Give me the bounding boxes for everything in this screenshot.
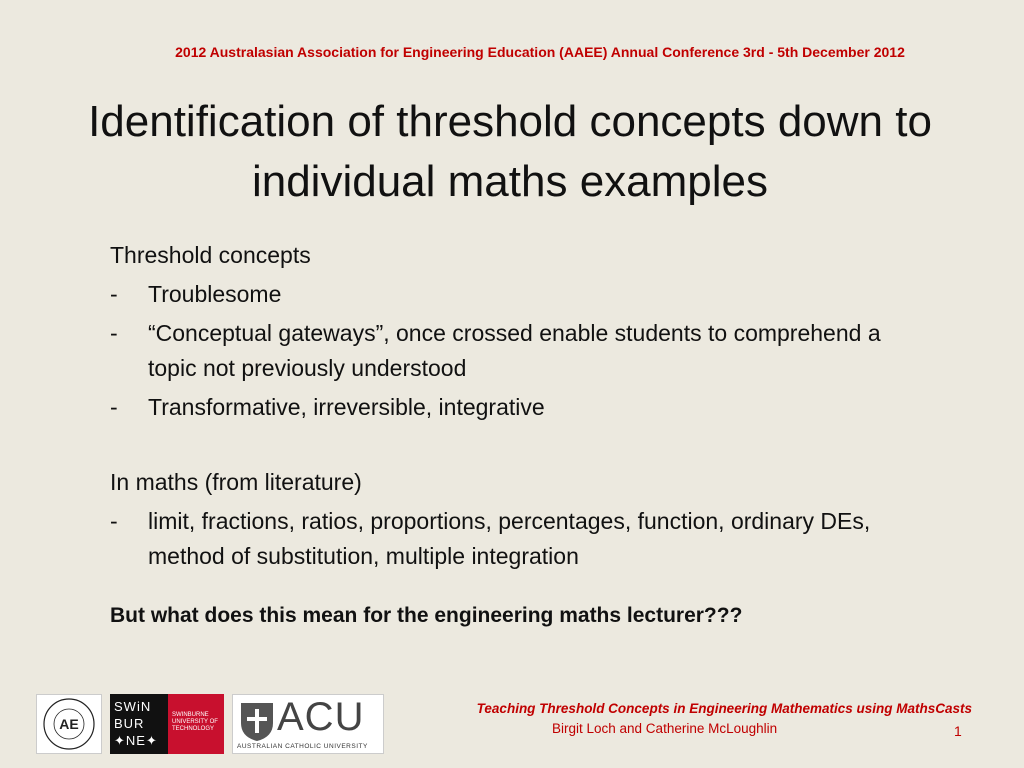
list-item [110,390,890,425]
bullet-dash: - [110,281,118,307]
threshold-heading: Threshold concepts [110,242,311,268]
bullet-dash: - [110,508,118,534]
maths-heading: In maths (from literature) [110,469,362,495]
slide-body [110,238,890,633]
bullet-dash: - [110,320,118,346]
acu-wordmark: ACU [277,695,365,739]
shield-icon [237,699,277,743]
list-item [110,504,890,574]
closing-question: But what does this mean for the engineering maths lecturer??? [110,604,743,627]
footer-title: Teaching Threshold Concepts in Engineering Mathematics using MathsCasts [476,701,972,716]
aaee-logo [36,694,102,754]
swinburne-logo [110,694,224,754]
bullet-dash: - [110,394,118,420]
list-item-text: “Conceptual gateways”, once crossed enable students to comprehend a topic not previously understood [148,320,881,381]
list-item-text: Transformative, irreversible, integrative [148,394,545,420]
list-item [110,277,890,312]
conference-banner: 2012 Australasian Association for Engineering Education (AAEE) Annual Conference 3rd - 5th December 2012 [175,44,905,60]
acu-subtitle: AUSTRALIAN CATHOLIC UNIVERSITY [237,743,368,750]
swinburne-subtitle: SWINBURNE UNIVERSITY OF TECHNOLOGY [172,712,218,732]
list-item-text: Troublesome [148,281,282,307]
list-item-text: limit, fractions, ratios, proportions, percentages, function, ordinary DEs, method of substitution, multiple integration [148,508,871,569]
list-item [110,316,890,386]
logo-strip [36,694,384,754]
slide-title: Identification of threshold concepts down to individual maths examples [88,97,932,206]
page-number: 1 [954,723,962,739]
footer-authors: Birgit Loch and Catherine McLoughlin [552,721,778,736]
acu-logo [232,694,384,754]
swinburne-wordmark: SWiN BUR ✦NE✦ [110,694,168,754]
aaee-mark: AE [59,716,79,732]
